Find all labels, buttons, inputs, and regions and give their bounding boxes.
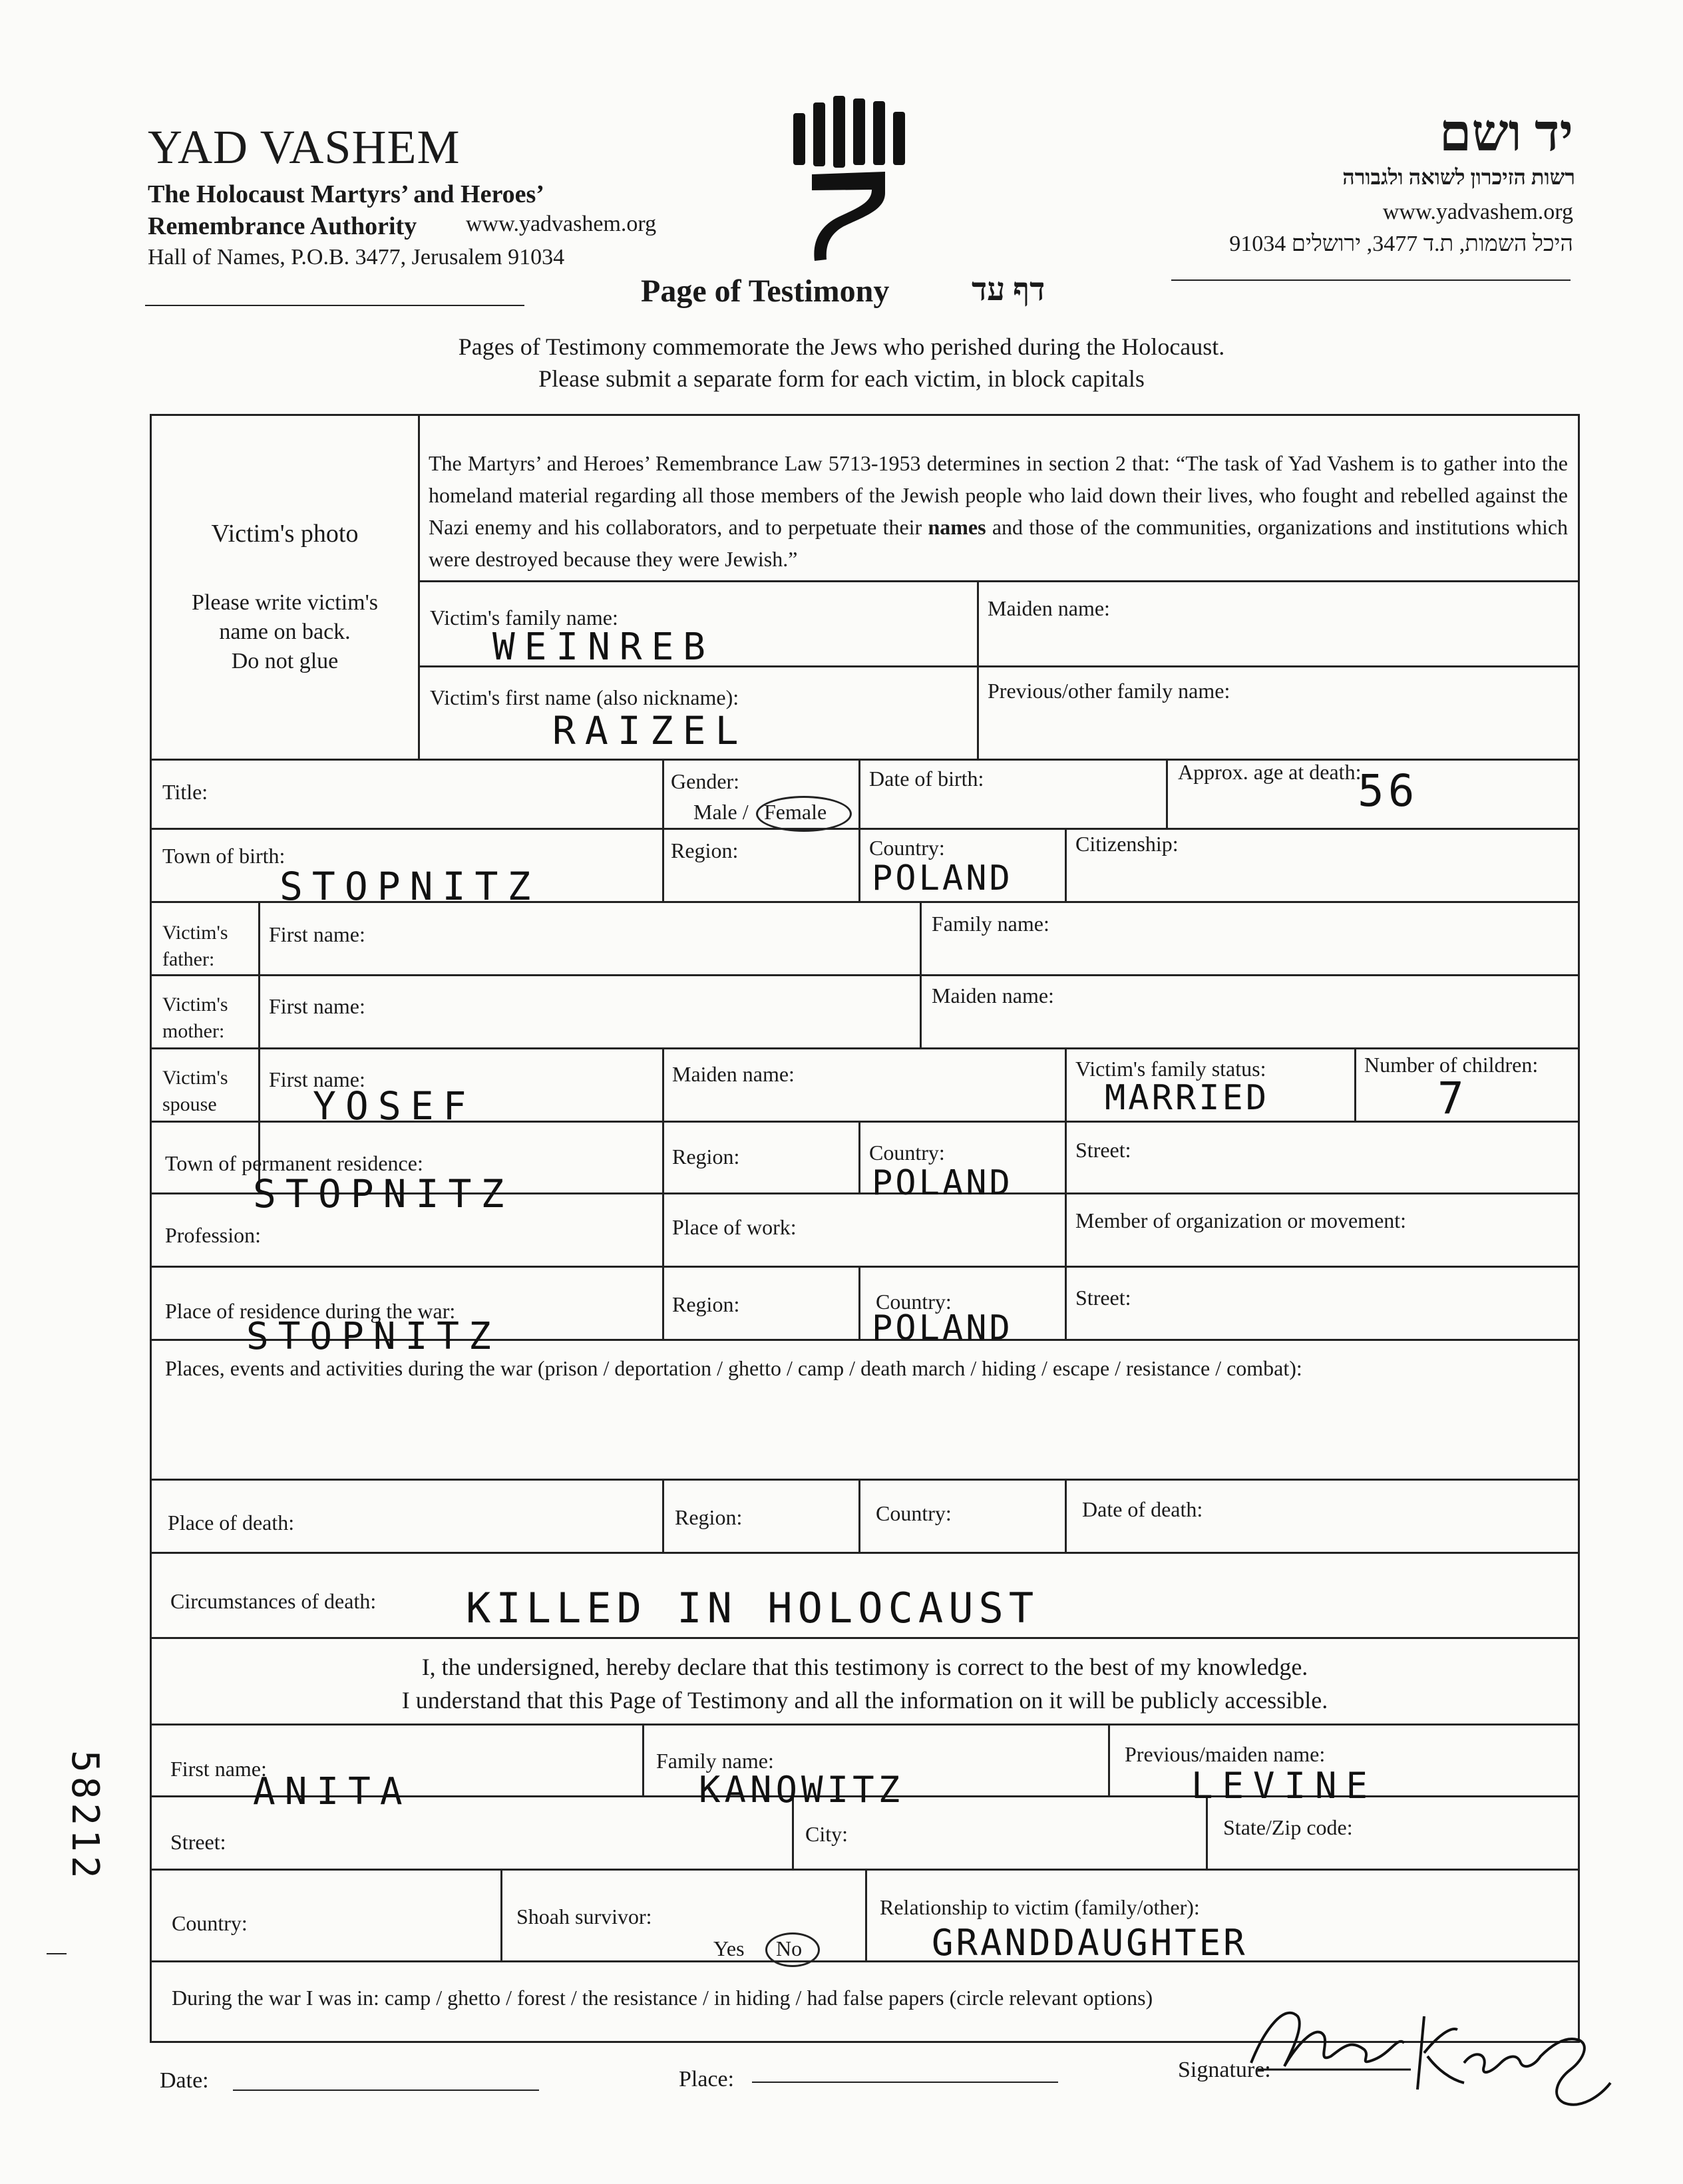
- margin-tick: [47, 1953, 67, 1954]
- town-birth-value[interactable]: STOPNITZ: [280, 864, 540, 909]
- submitter-country-label: Country:: [172, 1911, 248, 1935]
- war-residence-label: Place of residence during the war:: [165, 1299, 456, 1323]
- submitter-maiden-name[interactable]: LEVINE: [1191, 1765, 1378, 1807]
- gender-female-circle: [756, 796, 852, 832]
- org-name: YAD VASHEM: [148, 120, 461, 174]
- date-death-label: Date of death:: [1082, 1497, 1203, 1521]
- birth-region-label: Region:: [671, 838, 739, 862]
- victim-family-name[interactable]: WEINREB: [492, 626, 715, 669]
- submitter-family-name[interactable]: KANOWITZ: [699, 1769, 904, 1811]
- town-residence-label: Town of permanent residence:: [165, 1151, 423, 1175]
- war-region-label: Region:: [672, 1292, 740, 1316]
- place-of-work-label: Place of work:: [672, 1215, 797, 1239]
- dob-label: Date of birth:: [869, 767, 984, 791]
- org-subtitle-2: Remembrance Authority: [148, 212, 417, 240]
- grid-right: [1578, 414, 1580, 2043]
- family-status-label: Victim's family status:: [1075, 1057, 1266, 1081]
- survivor-no-option[interactable]: No: [776, 1936, 803, 1960]
- residence-country-label: Country:: [869, 1141, 945, 1165]
- circumstances-label: Circumstances of death:: [170, 1589, 377, 1613]
- submitter-street-label: Street:: [170, 1830, 226, 1854]
- survivor-yes-option[interactable]: Yes: [713, 1936, 745, 1960]
- victim-first-name[interactable]: RAIZEL: [552, 708, 748, 753]
- residence-street-label: Street:: [1075, 1138, 1131, 1162]
- age-value[interactable]: 56: [1358, 765, 1419, 817]
- birth-country-label: Country:: [869, 836, 945, 860]
- war-country-label: Country:: [876, 1290, 952, 1314]
- hebrew-website: www.yadvashem.org: [1382, 200, 1573, 224]
- hebrew-subtitle: רשות הזיכרון לשואה ולגבורה: [1342, 165, 1575, 189]
- war-places-label: Places, events and activities during the war (prison / deportation / ghetto / camp / death march / hiding / escape / resistance / combat):: [165, 1356, 1302, 1380]
- org-address: Hall of Names, P.O.B. 3477, Jerusalem 91034: [148, 245, 565, 270]
- spouse-first-name[interactable]: YOSEF: [313, 1083, 476, 1129]
- residence-country-value[interactable]: POLAND: [872, 1163, 1013, 1203]
- hebrew-org-name: יד ושם: [1439, 104, 1573, 162]
- hebrew-address: היכל השמות, ת.ד 3477, ירושלים 91034: [1229, 232, 1573, 256]
- spouse-row-label: Victim's spouse: [162, 1067, 228, 1115]
- title-label: Title:: [162, 780, 208, 804]
- signature-label: Signature:: [1178, 2058, 1271, 2082]
- spouse-maiden-name-label: Maiden name:: [672, 1062, 795, 1086]
- mother-maiden-name-label: Maiden name:: [932, 984, 1054, 1007]
- victim-family-name-label: Victim's family name:: [430, 606, 618, 630]
- place-death-label: Place of death:: [168, 1511, 295, 1535]
- father-row-label: Victim's father:: [162, 922, 228, 970]
- survivor-no-circle: [765, 1932, 820, 1967]
- children-label: Number of children:: [1364, 1053, 1539, 1077]
- grid-top: [150, 414, 1580, 416]
- circumstances-value[interactable]: KILLED IN HOLOCAUST: [466, 1584, 1039, 1632]
- town-birth-label: Town of birth:: [162, 844, 285, 868]
- war-street-label: Street:: [1075, 1286, 1131, 1310]
- father-first-name-label: First name:: [269, 922, 365, 946]
- residence-region-label: Region:: [672, 1145, 740, 1169]
- org-website: www.yadvashem.org: [466, 212, 657, 236]
- survivor-label: Shoah survivor:: [516, 1905, 652, 1928]
- side-reference-number: 58212: [63, 1750, 106, 1883]
- gender-label: Gender:: [671, 769, 740, 793]
- place-line[interactable]: [752, 2082, 1058, 2083]
- war-country-value[interactable]: POLAND: [872, 1308, 1013, 1348]
- birth-country-value[interactable]: POLAND: [872, 858, 1013, 898]
- photo-title: Victim's photo: [211, 520, 359, 548]
- header-rule-right: [1171, 279, 1571, 281]
- town-residence-value[interactable]: STOPNITZ: [253, 1171, 514, 1216]
- law-text: The Martyrs’ and Heroes’ Remembrance Law 5713-1953 determines in section 2 that: “The task of Yad Vashem is to gather into the homeland material regarding all those members of the Jewish people who laid down their lives, who fought and rebelled against the Nazi enemy and his collaborators, and to perpetuate their names and those of the communities, organizations and institutions which were destroyed because they were Jewish.”: [429, 451, 1569, 571]
- date-line[interactable]: [233, 2090, 539, 2091]
- submitter-first-name-label: First name:: [170, 1757, 267, 1781]
- father-family-name-label: Family name:: [932, 912, 1049, 936]
- signature-mark-icon: [1238, 1990, 1624, 2123]
- gender-female-option[interactable]: Female: [764, 800, 827, 824]
- declaration-line-2: I understand that this Page of Testimony and all the information on it will be publicly accessible.: [401, 1687, 1328, 1714]
- children-value[interactable]: 7: [1437, 1073, 1473, 1124]
- mother-first-name-label: First name:: [269, 994, 365, 1018]
- place-label: Place:: [679, 2067, 735, 2092]
- form-title: Page of Testimony: [641, 273, 890, 309]
- intro-line-2: Please submit a separate form for each victim, in block capitals: [538, 365, 1145, 392]
- spouse-first-name-label: First name:: [269, 1067, 365, 1091]
- header-rule-left: [145, 305, 524, 306]
- member-organization-label: Member of organization or movement:: [1075, 1208, 1407, 1232]
- citizenship-label: Citizenship:: [1075, 832, 1179, 856]
- during-war-label: During the war I was in: camp / ghetto / forest / the resistance / in hiding / had false papers (circle relevant options): [172, 1986, 1153, 2010]
- family-status-value[interactable]: MARRIED: [1105, 1078, 1270, 1118]
- yad-vashem-logo-icon: [785, 93, 918, 266]
- maiden-name-label: Maiden name:: [988, 596, 1110, 620]
- submitter-family-name-label: Family name:: [656, 1749, 774, 1773]
- submitter-city-label: City:: [805, 1822, 848, 1846]
- submitter-state-label: State/Zip code:: [1223, 1815, 1353, 1839]
- submitter-maiden-label: Previous/maiden name:: [1125, 1742, 1326, 1766]
- victim-first-name-label: Victim's first name (also nickname):: [430, 685, 739, 709]
- submitter-first-name[interactable]: ANITA: [253, 1770, 412, 1813]
- org-subtitle-1: The Holocaust Martyrs’ and Heroes’: [148, 180, 544, 208]
- intro-line-1: Pages of Testimony commemorate the Jews who perished during the Holocaust.: [458, 333, 1225, 360]
- relationship-value[interactable]: GRANDDAUGHTER: [932, 1922, 1248, 1964]
- photo-divider: [418, 414, 420, 760]
- war-residence-value[interactable]: STOPNITZ: [246, 1315, 500, 1358]
- date-label: Date:: [160, 2068, 209, 2093]
- photo-note: Please write victim's name on back. Do not glue: [192, 590, 378, 673]
- age-label: Approx. age at death:: [1178, 760, 1362, 784]
- mother-row-label: Victim's mother:: [162, 994, 228, 1042]
- death-region-label: Region:: [675, 1505, 743, 1529]
- relationship-label: Relationship to victim (family/other):: [880, 1895, 1200, 1919]
- profession-label: Profession:: [165, 1223, 261, 1247]
- death-country-label: Country:: [876, 1501, 952, 1525]
- declaration-line-1: I, the undersigned, hereby declare that this testimony is correct to the best of my knowledge.: [421, 1654, 1308, 1680]
- previous-name-label: Previous/other family name:: [988, 679, 1230, 703]
- form-title-hebrew: דף עד: [972, 272, 1045, 307]
- gender-male-option[interactable]: Male /: [693, 800, 749, 824]
